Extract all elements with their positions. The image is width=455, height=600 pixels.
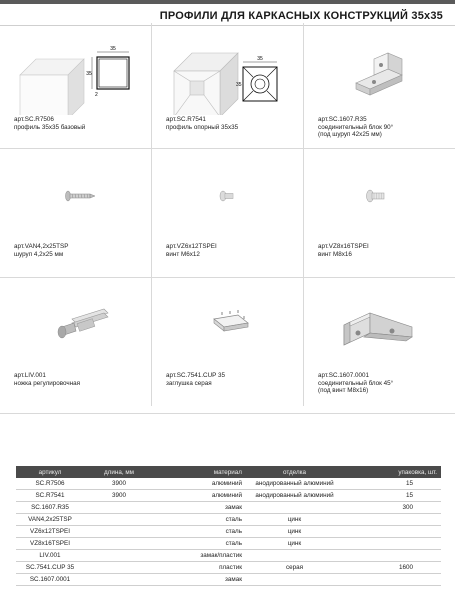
product-article: арт.SC.R7541 bbox=[166, 116, 206, 123]
table-cell bbox=[343, 526, 441, 538]
page-title: ПРОФИЛИ ДЛЯ КАРКАСНЫХ КОНСТРУКЦИЙ 35x35 bbox=[159, 10, 443, 22]
product-description: соединительный блок 45° bbox=[318, 379, 394, 387]
end-cap-icon bbox=[152, 279, 303, 371]
product-description: заглушка серая bbox=[166, 379, 212, 387]
table-cell: SC.7541.CUP 35 bbox=[16, 561, 84, 573]
column-header: упаковка, шт. bbox=[343, 466, 441, 478]
table-cell: сталь bbox=[154, 537, 246, 549]
table-cell bbox=[246, 502, 343, 514]
table-row bbox=[16, 490, 441, 502]
table-cell: анодированный алюминий bbox=[246, 490, 343, 502]
spec-table bbox=[16, 466, 441, 586]
product-caption bbox=[166, 116, 302, 131]
product-description: шуруп 4,2x25 мм bbox=[14, 250, 64, 258]
column-header: отделка bbox=[246, 466, 343, 478]
product-caption bbox=[14, 243, 150, 258]
product-card bbox=[304, 279, 455, 406]
support-profile-icon bbox=[152, 23, 303, 115]
table-row bbox=[16, 526, 441, 538]
table-cell: SC.R7506 bbox=[16, 478, 84, 490]
table-cell: VZ6x12TSPEI bbox=[16, 526, 84, 538]
table-cell: алюминий bbox=[154, 490, 246, 502]
screw-icon bbox=[0, 150, 151, 242]
table-cell: замак bbox=[154, 573, 246, 585]
product-description: винт M6x12 bbox=[166, 250, 200, 258]
table-cell: 300 bbox=[343, 502, 441, 514]
table-cell bbox=[84, 549, 154, 561]
product-card bbox=[152, 150, 303, 277]
table-cell: 15 bbox=[343, 478, 441, 490]
product-article: арт.VZ6x12TSPEI bbox=[166, 243, 217, 250]
dimension-label: 35 bbox=[86, 71, 92, 77]
table-cell: 3900 bbox=[84, 490, 154, 502]
product-caption bbox=[14, 116, 150, 131]
grid-divider bbox=[0, 277, 455, 278]
table-row bbox=[16, 514, 441, 526]
table-cell bbox=[84, 514, 154, 526]
product-caption bbox=[14, 372, 150, 387]
table-cell bbox=[343, 573, 441, 585]
product-article: арт.SC.7541.CUP 35 bbox=[166, 372, 225, 379]
product-caption bbox=[318, 116, 454, 139]
table-cell: SC.1607.0001 bbox=[16, 573, 84, 585]
column-header: длина, мм bbox=[84, 466, 154, 478]
table-cell bbox=[246, 573, 343, 585]
table-cell: серая bbox=[246, 561, 343, 573]
adjustable-foot-icon bbox=[0, 279, 151, 371]
connector-block-90-icon bbox=[304, 23, 455, 115]
product-article: арт.SC.1607.R35 bbox=[318, 116, 367, 123]
table-cell: LIV.001 bbox=[16, 549, 84, 561]
connector-block-45-icon bbox=[304, 279, 455, 371]
table-cell: алюминий bbox=[154, 478, 246, 490]
table-cell: SC.R7541 bbox=[16, 490, 84, 502]
table-cell: 15 bbox=[343, 490, 441, 502]
column-header: материал bbox=[154, 466, 246, 478]
product-description: профиль опорный 35x35 bbox=[166, 123, 239, 131]
product-caption bbox=[318, 372, 454, 395]
table-row bbox=[16, 502, 441, 514]
product-card bbox=[0, 279, 151, 406]
column-header: артикул bbox=[16, 466, 84, 478]
table-cell bbox=[84, 573, 154, 585]
product-grid bbox=[0, 23, 455, 406]
product-caption bbox=[166, 372, 302, 387]
table-cell bbox=[343, 514, 441, 526]
table-header-row bbox=[16, 466, 441, 478]
product-card bbox=[152, 23, 303, 150]
product-card bbox=[304, 150, 455, 277]
bolt-m8-icon bbox=[304, 150, 455, 242]
product-article: арт.SC.R7506 bbox=[14, 116, 54, 123]
product-description: соединительный блок 90° bbox=[318, 123, 394, 131]
table-cell bbox=[84, 526, 154, 538]
table-cell bbox=[84, 561, 154, 573]
dimension-label: 35 bbox=[110, 46, 116, 52]
table-row bbox=[16, 561, 441, 573]
table-cell: сталь bbox=[154, 526, 246, 538]
spec-table-wrap bbox=[16, 466, 441, 586]
table-cell bbox=[343, 549, 441, 561]
table-cell: сталь bbox=[154, 514, 246, 526]
bolt-m6-icon bbox=[152, 150, 303, 242]
table-cell bbox=[343, 537, 441, 549]
product-article: арт.SC.1607.0001 bbox=[318, 372, 370, 379]
product-description: (под винт M8x16) bbox=[318, 387, 369, 395]
product-card bbox=[0, 23, 151, 150]
product-card bbox=[0, 150, 151, 277]
product-article: арт.LIV.001 bbox=[14, 372, 46, 379]
table-row bbox=[16, 573, 441, 585]
product-caption bbox=[166, 243, 302, 258]
product-description: (под шуруп 42x25 мм) bbox=[318, 131, 382, 139]
table-cell: анодированный алюминий bbox=[246, 478, 343, 490]
table-row bbox=[16, 549, 441, 561]
table-cell: цинк bbox=[246, 526, 343, 538]
table-cell bbox=[84, 502, 154, 514]
dimension-label: 2 bbox=[95, 92, 98, 98]
product-card bbox=[152, 279, 303, 406]
product-description: ножка регулировочная bbox=[14, 379, 81, 387]
table-cell bbox=[84, 537, 154, 549]
table-row bbox=[16, 537, 441, 549]
table-cell: 1600 bbox=[343, 561, 441, 573]
product-description: профиль 35x35 базовый bbox=[14, 123, 86, 131]
table-cell: пластик bbox=[154, 561, 246, 573]
product-description: винт M8x16 bbox=[318, 250, 352, 258]
table-row bbox=[16, 478, 441, 490]
product-article: арт.VAN4,2x25TSP bbox=[14, 243, 69, 250]
table-cell: VAN4,2x25TSP bbox=[16, 514, 84, 526]
square-tube-profile-icon bbox=[0, 23, 151, 115]
table-cell: замак bbox=[154, 502, 246, 514]
product-caption bbox=[318, 243, 454, 258]
product-article: арт.VZ8x16TSPEI bbox=[318, 243, 369, 250]
product-card bbox=[304, 23, 455, 150]
table-cell bbox=[246, 549, 343, 561]
dimension-label: 35 bbox=[257, 56, 263, 62]
table-cell: цинк bbox=[246, 514, 343, 526]
table-cell: VZ8x16TSPEI bbox=[16, 537, 84, 549]
table-cell: 3900 bbox=[84, 478, 154, 490]
section-divider bbox=[0, 413, 455, 414]
table-cell: цинк bbox=[246, 537, 343, 549]
dimension-label: 35 bbox=[236, 82, 242, 88]
table-cell: замак/пластик bbox=[154, 549, 246, 561]
table-cell: SC.1607.R35 bbox=[16, 502, 84, 514]
